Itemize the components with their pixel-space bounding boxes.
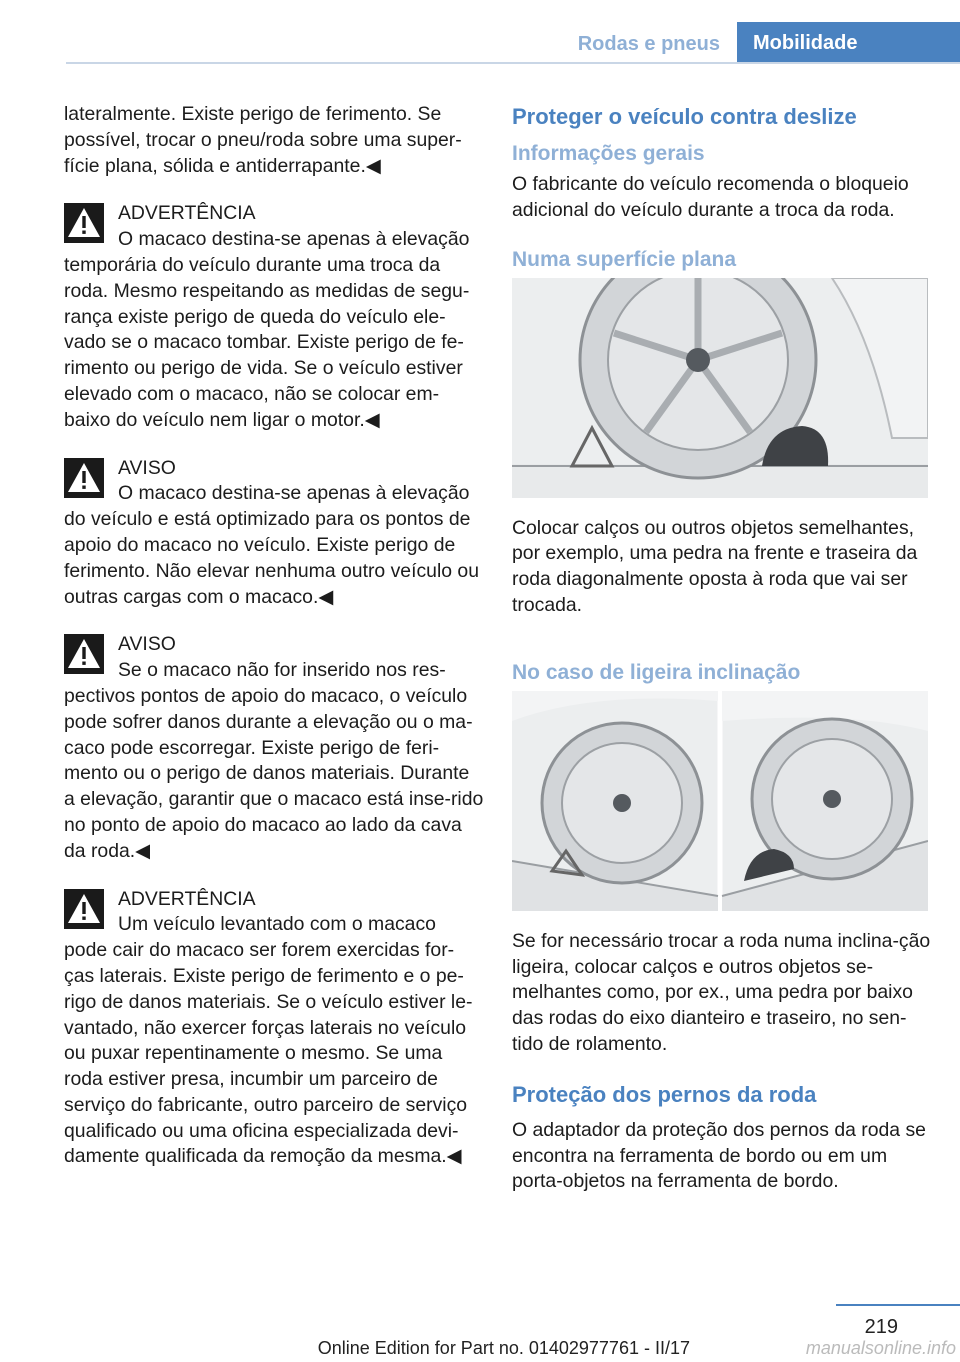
edition-note: Online Edition for Part no. 01402977761 - II/17 [317,1338,690,1358]
general-paragraph: O fabricante do veículo recomenda o bloqueio adicional do veículo durante a troca da roda. [512,173,909,221]
warning-title: AVISO [118,456,176,479]
subheading-flat: Numa superfície plana [512,247,737,271]
section-heading-bolts: Proteção dos pernos da roda [512,1081,817,1107]
warning-triangle-icon [64,203,104,243]
footer-rule [836,1304,960,1306]
wheel-chock-incline-image [512,691,928,911]
warning-block [64,201,484,433]
warning-text: Se o macaco não for inserido nos res‐pectivos pontos de apoio do macaco, o veículo pode sofrer danos durante a elevação ou o ma‐caco pode escorregar. Existe perigo de feri‐mento ou o perigo de danos materiais. Durante a elevação, garantir que o macaco está inse‐rido no ponto de apoio do macaco ao lado da cava da roda.◀ [64,659,484,862]
incline-illustration [512,691,928,911]
flat-paragraph: Colocar calços ou outros objetos semelhantes, por exemplo, uma pedra na frente e traseira da roda diagonalmente oposta à roda que vai ser trocada. [512,516,918,616]
subheading-incline: No caso de ligeira inclinação [512,660,801,684]
warning-text: O macaco destina-se apenas à elevação temporária do veículo durante uma troca da roda. Mesmo respeitando as medidas de segu‐rança existe perigo de queda do veículo ele‐vado se o macaco tombar. Existe perigo de fe‐rimento ou perigo de vida. Se o veículo estiver elevado com o macaco, não se colocar em‐baixo do veículo nem ligar o motor.◀ [64,228,470,431]
bolts-paragraph: O adaptador da proteção dos pernos da roda se encontra na ferramenta de bordo ou em um porta-objetos na ferramenta de bordo. [512,1118,926,1193]
subheading-general: Informações gerais [512,142,705,165]
warning-block [64,632,484,864]
flat-surface-illustration [512,278,928,498]
warning-block [64,887,484,1171]
warning-title: AVISO [118,633,176,656]
section-heading: Proteger o veículo contra deslize [512,104,857,129]
left-column [64,102,484,1192]
warning-text: O macaco destina-se apenas à elevação do veículo e está optimizado para os pontos de apoio do macaco no veículo. Existe perigo de ferimento. Não elevar nenhuma outro veículo ou outras cargas com o macaco.◀ [64,482,479,608]
wheel-chock-flat-image [512,278,928,498]
warning-title: ADVERTÊNCIA [118,202,256,225]
watermark: manualsonline.info [805,1338,956,1358]
warning-triangle-icon [64,634,104,674]
intro-paragraph: lateralmente. Existe perigo de ferimento. Se possível, trocar o pneu/roda sobre uma super‐fície plana, sólida e antiderrapante.◀ [64,103,462,177]
right-column [512,102,932,1217]
warning-block [64,456,484,611]
header-chapter-tab: Mobilidade [737,22,960,64]
warning-triangle-icon [64,889,104,929]
warning-text: Um veículo levantado com o macaco pode cair do macaco ser forem exercidas for‐ças laterais. Existe perigo de ferimento e o pe‐rigo de danos materiais. Se o veículo estiver le‐vantado, não exercer forças laterais no veículo ou puxar repentinamente o mesmo. Se uma roda estiver presa, incumbir um parceiro de serviço do fabricante, outro parceiro de serviço qualificado ou uma oficina especializada devi‐damente qualificada da remoção da mesma.◀ [64,913,473,1168]
incline-paragraph: Se for necessário trocar a roda numa inclina‐ção ligeira, colocar calços e outros objetos se‐melhantes como, por ex., uma pedra por baixo das rodas do eixo dianteiro e traseiro, no sen‐tido de rolamento. [512,929,931,1055]
header-rule [66,62,960,64]
header-section-title: Rodas e pneus [577,33,720,55]
page-number: 219 [864,1316,898,1338]
warning-triangle-icon [64,458,104,498]
warning-title: ADVERTÊNCIA [118,887,256,910]
